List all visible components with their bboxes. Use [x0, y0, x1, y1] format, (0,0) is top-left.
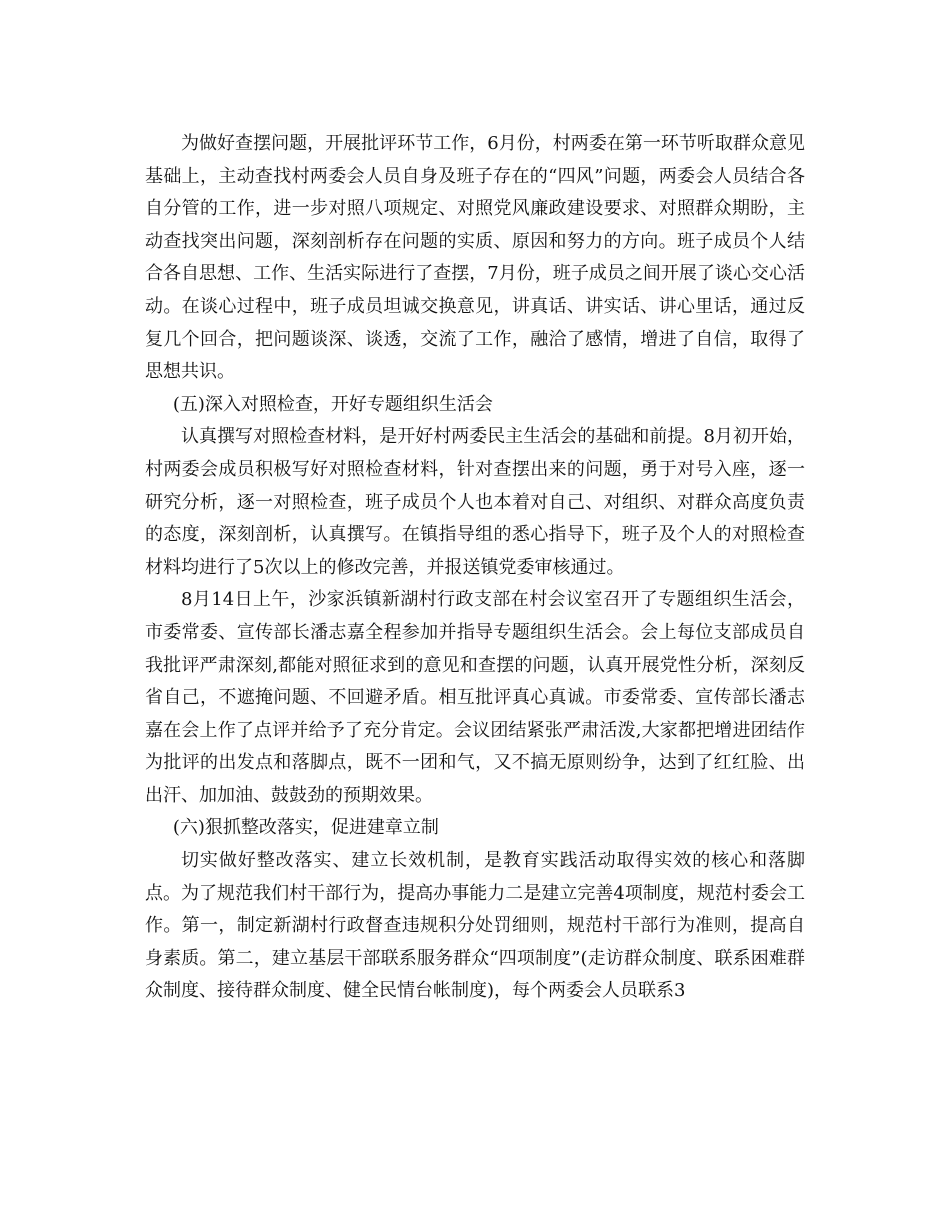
- paragraph-life-meeting: 8月14日上午，沙家浜镇新湖村行政支部在村会议室召开了专题组织生活会，市委常委、宣传部长潘志嘉全程参加并指导专题组织生活会。会上每位支部成员自我批评严肃深刻,都能对照征求到的意见和查摆的问题，认真开展党性分析，深刻反省自己，不遮掩问题、不回避矛盾。相互批评真心真诚。市委常委、宣传部长潘志嘉在会上作了点评并给予了充分肯定。会议团结紧张严肃活泼,大家都把增进团结作为批评的出发点和落脚点，既不一团和气，又不搞无原则纷争，达到了红红脸、出出汗、加加油、鼓鼓劲的预期效果。: [145, 589, 805, 806]
- paragraph-rectification: 切实做好整改落实、建立长效机制，是教育实践活动取得实效的核心和落脚点。为了规范我们村干部行为，提高办事能力二是建立完善4项制度，规范村委会工作。第一，制定新湖村行政督查违规积分处罚细则，规范村干部行为准则，提高自身素质。第二，建立基层干部联系服务群众“四项制度”(走访群众制度、联系困难群众制度、接待群众制度、健全民情台帐制度)，每个两委会人员联系3: [145, 850, 805, 1002]
- section-heading-six: (六)狠抓整改落实，促进建章立制: [172, 817, 439, 839]
- section-heading-five: (五)深入对照检查，开好专题组织生活会: [172, 393, 493, 415]
- document-body: [145, 128, 805, 1008]
- paragraph-check-materials: 认真撰写对照检查材料，是开好村两委民主生活会的基础和前提。8月初开始，村两委会成员积极写好对照检查材料，针对查摆出来的问题，勇于对号入座，逐一研究分析，逐一对照检查，班子成员个人也本着对自己、对组织、对群众高度负责的态度，深刻剖析，认真撰写。在镇指导组的悉心指导下，班子及个人的对照检查材料均进行了5次以上的修改完善，并报送镇党委审核通过。: [145, 426, 805, 578]
- paragraph-criticism-stage: 为做好查摆问题，开展批评环节工作，6月份，村两委在第一环节听取群众意见基础上，主动查找村两委会人员自身及班子存在的“四风”问题，两委会人员结合各自分管的工作，进一步对照八项规定、对照党风廉政建设要求、对照群众期盼，主动查找突出问题，深刻剖析存在问题的实质、原因和努力的方向。班子成员个人结合各自思想、工作、生活实际进行了查摆，7月份，班子成员之间开展了谈心交心活动。在谈心过程中，班子成员坦诚交换意见，讲真话、讲实话、讲心里话，通过反复几个回合，把问题谈深、谈透，交流了工作，融洽了感情，增进了自信，取得了思想共识。: [145, 133, 805, 383]
